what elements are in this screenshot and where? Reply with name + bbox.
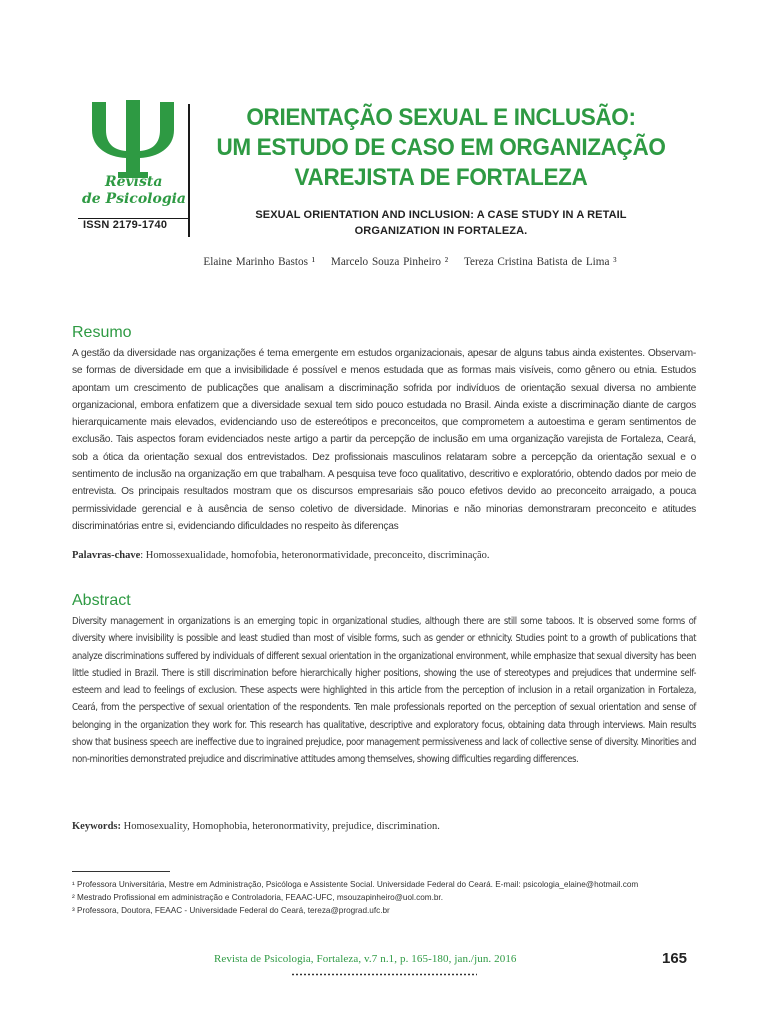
author-name: Tereza Cristina Batista de Lima ³: [463, 256, 617, 268]
keywords-label: Palavras-chave: [72, 550, 141, 561]
resumo-heading: Resumo: [72, 324, 132, 341]
footnote-1: ¹ Professora Universitária, Mestre em Administração, Psicóloga e Assistente Social. Universidade Federal do Ceará. E-mail: psicologia_elaine@hotmail.com: [72, 880, 639, 889]
page-number: 165: [662, 950, 688, 967]
footer-citation: Revista de Psicologia, Fortaleza, v.7 n.1, p. 165-180, jan./jun. 2016: [214, 953, 517, 965]
abstract-text: Diversity management in organizations is an emerging topic in organizational studies, although there are still some taboos. It is observed some forms of diversity where invisibility is possible and least studied than most of visible forms, such as gender or ethnicity. Studies point to a growth of publications that analyze discriminations suffered by individuals of different sexual orientation in the organizational environment, while emphasize that sexual diversity has been little studied in Brazil. There is still discrimination before hierarchically higher positions, showing the use of stereotypes and prejudices that undermine self-esteem and lead to feelings of exclusion. These aspects were highlighted in this article from the perception of inclusion in a retail organization in Fortaleza, Ceará, from the perspective of sexual orientation of the respondents. Ten male professionals reported on the perception of sexual orientation and sense of belonging in the organization they work for. This research has qualitative, descriptive and exploratory focus, obtaining data through interviews. Main results show that business speech are ineffective due to ingrained prejudice, poor management permissiveness and lack of collective sense of diversity. Minorities and non-minorities demonstrated prejudice and discriminative attitudes among themselves, showing difficulties regarding differences.: [72, 616, 696, 766]
abstract-keywords: [72, 821, 696, 832]
keywords-label: Keywords:: [72, 821, 121, 832]
journal-name: [78, 174, 188, 208]
issn: ISSN 2179-1740: [83, 219, 168, 231]
resumo-keywords: [72, 550, 696, 561]
psi-icon: [90, 100, 176, 180]
author-list: [120, 256, 700, 268]
title-pt-line3: VAREJISTA DE FORTALEZA: [294, 164, 588, 191]
keywords-values: Homosexuality, Homophobia, heteronormativity, prejudice, discrimination.: [121, 821, 440, 832]
title-pt-line1: ORIENTAÇÃO SEXUAL E INCLUSÃO:: [246, 104, 636, 131]
author-name: Elaine Marinho Bastos ¹: [203, 256, 316, 268]
title-pt-line2: UM ESTUDO DE CASO EM ORGANIZAÇÃO: [216, 134, 666, 161]
title-en-line1: SEXUAL ORIENTATION AND INCLUSION: A CASE STUDY IN A RETAIL: [255, 209, 627, 221]
footnote-rule: [72, 871, 170, 872]
header-horizontal-divider: [78, 218, 188, 219]
article-title-en: [196, 207, 686, 239]
journal-name-line2: de Psicologia: [82, 191, 186, 207]
header-vertical-divider: [188, 104, 190, 237]
title-en-line2: ORGANIZATION IN FORTALEZA.: [354, 225, 528, 237]
resumo-text: A gestão da diversidade nas organizações é tema emergente em estudos organizacionais, apesar de alguns tabus ainda existentes. Observam-se formas de diversidade em que a invisibilidade é possível e menos estudada que as formas mais visíveis, como gênero ou etnia. Estudos apontam um crescimento de publicações que analisam a discriminação sofrida por indivíduos de orientação sexual diversa no ambiente organizacional, embora enfatizem que a diversidade sexual tem sido pouco estudada no Brasil. Ainda existe a discriminação diante de cargos hierarquicamente mais elevados, evidenciando uso de estereótipos e preconceitos, que comprometem a autoestima e geram sentimentos de exclusão. Tais aspectos foram evidenciados neste artigo a partir da percepção de inclusão em uma organização varejista de Fortaleza, Ceará, sob a ótica da orientação sexual dos entrevistados. Dez profissionais masculinos relataram sobre a percepção da orientação sexual e o sentimento de inclusão na organização em que trabalham. A pesquisa teve foco qualitativo, descritivo e exploratório, obtendo dados por meio de entrevista. Os principais resultados mostram que os discursos empresariais são pouco efetivos devido ao preconceito arraigado, a pouca permissividade gerencial e à ausência de senso coletivo de diversidade. Minorias e não minorias demonstraram preconceito e atitudes discriminatórias entre si, evidenciando dificuldades no respeito às diferenças: [72, 348, 696, 532]
keywords-values: : Homossexualidade, homofobia, heteronormatividade, preconceito, discriminação.: [140, 550, 490, 561]
author-name: Marcelo Souza Pinheiro ²: [330, 256, 449, 268]
article-title-pt: [216, 103, 667, 193]
footnote-2: ² Mestrado Profissional em administração e Controladoria, FEAAC-UFC, msouzapinheiro@uol.com.br.: [72, 893, 443, 902]
footnote-3: ³ Professora, Doutora, FEAAC - Universidade Federal do Ceará, tereza@prograd.ufc.br: [72, 906, 390, 915]
abstract-heading: Abstract: [72, 592, 131, 609]
journal-name-line1: Revista: [105, 174, 163, 190]
journal-logo: [78, 100, 188, 240]
footnotes: [72, 878, 702, 917]
footer-dotted-rule: [291, 973, 477, 976]
